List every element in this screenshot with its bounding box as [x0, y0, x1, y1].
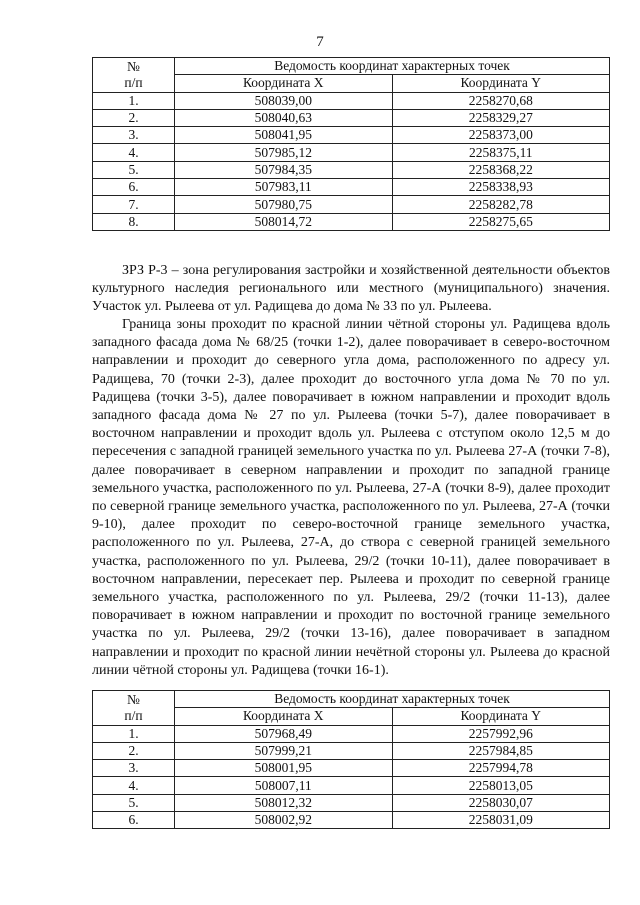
header-title-cell: Ведомость координат характерных точек — [175, 691, 610, 708]
coordinate-y-cell: 2258338,93 — [392, 179, 610, 196]
header-number-label: № — [127, 58, 140, 74]
row-number-cell: 5. — [93, 794, 175, 811]
header-number-label: № — [127, 691, 140, 707]
row-number-cell: 3. — [93, 760, 175, 777]
header-number-cell — [93, 691, 175, 726]
table-row — [93, 725, 610, 742]
header-x-cell: Координата X — [175, 75, 393, 92]
row-number-cell: 1. — [93, 725, 175, 742]
table-2-body — [93, 691, 610, 829]
coordinate-y-cell: 2258013,05 — [392, 777, 610, 794]
row-number-cell: 4. — [93, 144, 175, 161]
coordinate-x-cell: 507984,35 — [175, 161, 393, 178]
table-row — [93, 127, 610, 144]
page-number: 7 — [316, 34, 324, 50]
coordinate-x-cell: 508002,92 — [175, 812, 393, 829]
table-row — [93, 161, 610, 178]
row-number-cell: 2. — [93, 109, 175, 126]
coordinate-y-cell: 2258373,00 — [392, 127, 610, 144]
boundary-description — [92, 316, 610, 680]
table-row — [93, 109, 610, 126]
table-row — [93, 179, 610, 196]
coordinate-x-cell: 508012,32 — [175, 794, 393, 811]
coordinates-table-1 — [92, 57, 610, 231]
coordinate-x-cell: 508040,63 — [175, 109, 393, 126]
coordinate-y-cell: 2257994,78 — [392, 760, 610, 777]
header-number-cell — [93, 58, 175, 93]
coordinate-x-cell: 508007,11 — [175, 777, 393, 794]
table-row — [93, 742, 610, 759]
coordinate-y-cell: 2258270,68 — [392, 92, 610, 109]
boundary-paragraph: Граница зоны проходит по красной линии чётной стороны ул. Радищева вдоль западного фасада дома № 68/25 (точки 1-2), далее поворачивает в северо-восточном направлении и проходит до северного угла дома, расположенного по адресу ул. Радищева, 70 (точки 2-3), далее проходит до восточного угла дома № 70 по ул. Радищева (точки 3-5), далее поворачивает в южном направлении и проходит вдоль западного фасада дома № 27 по ул. Рылеева (точки 5-7), далее поворачивает в восточном направлении и проходит вдоль ул. Рылеева с отступом около 12,5 м до пересечения с западной границей земельного участка по ул. Рылеева 27-А (точки 7-8), далее поворачивает в северном направлении и проходит по западной границе земельного участка, расположенного по ул. Рылеева, 27-А (точки 8-9), далее проходит по северной границе земельного участка, расположенного по ул. Рылеева, 27-А (точки 9-10), далее проходит по северо-восточной границе земельного участка, расположенного по ул. Рылеева, 27-А, до створа с северной границей земельного участка, расположенного по ул. Рылеева, 29/2 (точки 10-11), далее поворачивает в восточном направлении, пересекает пер. Рылеева и проходит по северной границе земельного участка, расположенного по ул. Рылеева, 29/2 (точки 11-13), далее поворачивает в южном направлении и проходит по восточной границе земельного участка по ул. Рылеева, 29/2 (точки 13-16), далее поворачивает в западном направлении и проходит по красной линии нечётной стороны ул. Рылеева до красной линии чётной стороны ул. Радищева (точки 16-1). — [92, 317, 610, 678]
coordinate-x-cell: 508001,95 — [175, 760, 393, 777]
table-row — [93, 144, 610, 161]
table-1-header-row — [93, 58, 610, 75]
coordinate-x-cell: 508041,95 — [175, 127, 393, 144]
zone-description — [92, 262, 610, 317]
coordinate-x-cell: 508014,72 — [175, 213, 393, 230]
table-1-body — [93, 58, 610, 231]
table-row — [93, 92, 610, 109]
row-number-cell: 7. — [93, 196, 175, 213]
table-row — [93, 760, 610, 777]
coordinate-y-cell: 2258031,09 — [392, 812, 610, 829]
header-number-sub-label: п/п — [124, 707, 143, 723]
coordinate-x-cell: 507985,12 — [175, 144, 393, 161]
row-number-cell: 2. — [93, 742, 175, 759]
table-2-header-row — [93, 691, 610, 708]
coordinate-y-cell: 2258030,07 — [392, 794, 610, 811]
table-row — [93, 777, 610, 794]
row-number-cell: 3. — [93, 127, 175, 144]
table-row — [93, 812, 610, 829]
table-row — [93, 794, 610, 811]
coordinate-y-cell: 2258282,78 — [392, 196, 610, 213]
coordinate-x-cell: 508039,00 — [175, 92, 393, 109]
coordinate-x-cell: 507968,49 — [175, 725, 393, 742]
coordinate-x-cell: 507980,75 — [175, 196, 393, 213]
row-number-cell: 5. — [93, 161, 175, 178]
coordinate-x-cell: 507999,21 — [175, 742, 393, 759]
table-row — [93, 196, 610, 213]
coordinate-y-cell: 2257992,96 — [392, 725, 610, 742]
header-y-cell: Координата Y — [392, 708, 610, 725]
table-row — [93, 213, 610, 230]
row-number-cell: 4. — [93, 777, 175, 794]
coordinate-y-cell: 2258375,11 — [392, 144, 610, 161]
coordinate-x-cell: 507983,11 — [175, 179, 393, 196]
coordinate-y-cell: 2258329,27 — [392, 109, 610, 126]
coordinate-y-cell: 2258368,22 — [392, 161, 610, 178]
header-y-cell: Координата Y — [392, 75, 610, 92]
coordinates-table-2 — [92, 690, 610, 829]
coordinate-y-cell: 2257984,85 — [392, 742, 610, 759]
row-number-cell: 6. — [93, 179, 175, 196]
row-number-cell: 6. — [93, 812, 175, 829]
row-number-cell: 8. — [93, 213, 175, 230]
header-title-cell: Ведомость координат характерных точек — [175, 58, 610, 75]
header-x-cell: Координата X — [175, 708, 393, 725]
row-number-cell: 1. — [93, 92, 175, 109]
header-number-sub-label: п/п — [124, 74, 143, 90]
zone-paragraph: ЗРЗ Р-3 – зона регулирования застройки и хозяйственной деятельности объектов культурного наследия регионального или местного (муниципального) значения. Участок ул. Рылеева от ул. Радищева до дома № 33 по ул. Рылеева. — [92, 263, 610, 315]
coordinate-y-cell: 2258275,65 — [392, 213, 610, 230]
